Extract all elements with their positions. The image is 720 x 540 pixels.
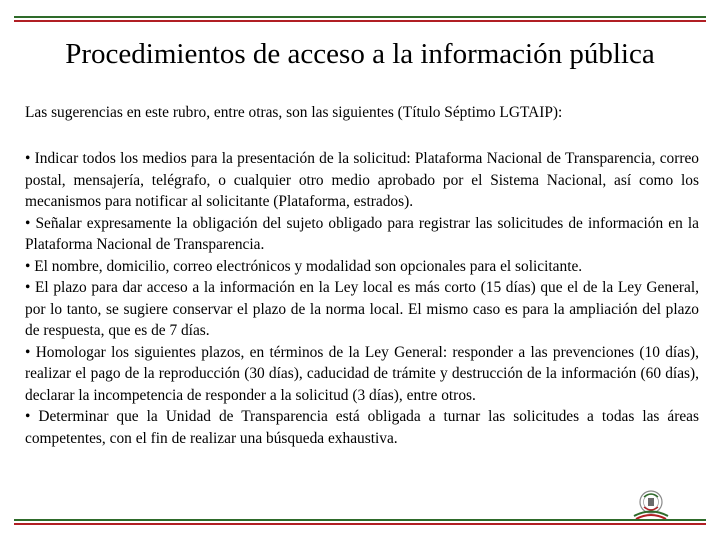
top-flag-stripes — [14, 16, 706, 22]
top-red-stripe — [14, 20, 706, 22]
bullet-item-registro: • Señalar expresamente la obligación del sujeto obligado para registrar las solicitudes de información en la Plataforma Nacional de Transparencia. — [25, 214, 699, 253]
bottom-red-stripe — [14, 523, 706, 525]
page-title: Procedimientos de acceso a la información pública — [65, 38, 655, 70]
senate-seal-icon — [630, 485, 672, 521]
bullet-item-datos-opcionales: • El nombre, domicilio, correo electrónicos y modalidad son opcionales para el solicitante. — [25, 257, 583, 275]
bullet-item-homologar-plazos: • Homologar los siguientes plazos, en términos de la Ley General: responder a las prevenciones (10 días), realizar el pago de la reproducción (30 días), caducidad de trámite y destrucción de la información (60 días), declarar la incompetencia de responder a la solicitud (3 días), entre otros. — [25, 343, 699, 404]
bullet-list — [25, 148, 699, 449]
bullet-item-plazo-acceso: • El plazo para dar acceso a la información en la Ley local es más corto (15 días) que el de la Ley General, por lo tanto, se sugiere conservar el plazo de la norma local. El mismo caso es para la ampliación del plazo de respuesta, que es de 7 días. — [25, 279, 699, 339]
intro-text: Las sugerencias en este rubro, entre otras, son las siguientes (Título Séptimo LGTAIP): — [25, 104, 563, 121]
bullet-item-medios: • Indicar todos los medios para la presentación de la solicitud: Plataforma Nacional de Transparencia, correo postal, mensajería, telégrafo, o cualquier otro medio aprobado por el Sistema Nacional, así como los mecanismos para notificar al solicitante (Plataforma, estrados). — [25, 150, 699, 210]
bottom-flag-stripes — [14, 519, 706, 525]
bullet-item-unidad-transparencia: • Determinar que la Unidad de Transparencia está obligada a turnar las solicitudes a todas las áreas competentes, con el fin de realizar una búsqueda exhaustiva. — [25, 408, 699, 447]
